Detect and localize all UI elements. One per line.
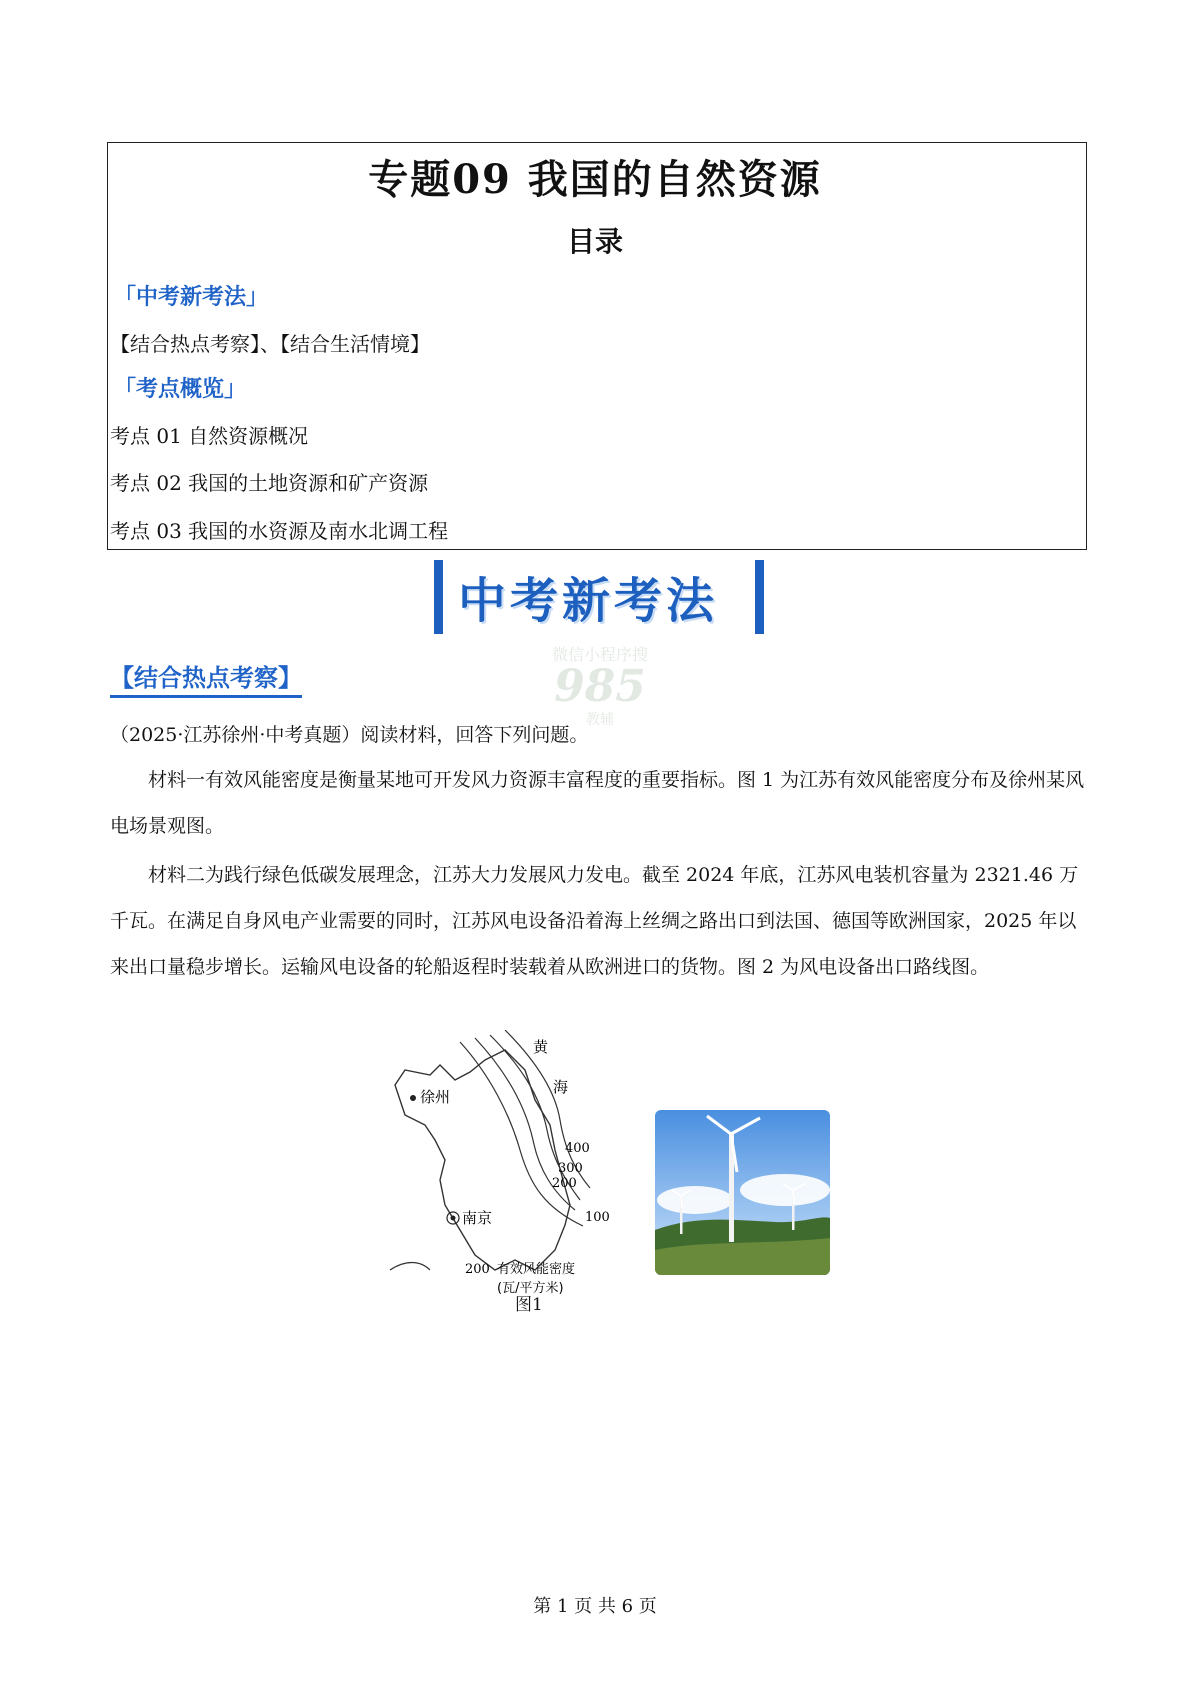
page-title: 专题09 我国的自然资源 — [368, 156, 822, 203]
xuzhou-dot — [410, 1095, 416, 1101]
banner-text: 中考新考法 — [458, 573, 719, 629]
nanjing-symbol-inner — [451, 1216, 456, 1221]
section-head-overview: 「考点概览」 — [114, 376, 247, 402]
iso-label-300: 300 — [558, 1161, 583, 1176]
page-footer: 第 1 页 共 6 页 — [533, 1596, 657, 1617]
hot-topic-heading[interactable]: 【结合热点考察】 — [110, 658, 302, 698]
iso-label-400: 400 — [565, 1141, 590, 1156]
iso-label-100: 100 — [585, 1210, 610, 1225]
city-label-nanjing: 南京 — [462, 1209, 493, 1227]
cloud — [657, 1186, 733, 1214]
jiangsu-outline — [395, 1050, 570, 1270]
iso-label-200: 200 — [552, 1176, 577, 1191]
question-source: （2025·江苏徐州·中考真题）阅读材料，回答下列问题。 — [110, 724, 589, 746]
material-one: 材料一有效风能密度是衡量某地可开发风力资源丰富程度的重要指标。图 1 为江苏有效风能密度分布及徐州某风电场景观图。 — [110, 769, 1085, 837]
toc-heading: 目录 — [566, 225, 623, 258]
wind-farm-photo — [655, 1110, 830, 1275]
watermark-line3: 教辅 — [586, 712, 614, 728]
isoline-100 — [460, 1042, 583, 1226]
watermark-line2: 985 — [554, 661, 646, 712]
section-body-new-method: 【结合热点考察】、【结合生活情境】 — [110, 332, 430, 356]
toc-item[interactable]: 考点 02 我国的土地资源和矿产资源 — [110, 471, 429, 495]
sea-label-1: 黄 — [533, 1038, 549, 1056]
figure-caption: 图1 — [515, 1295, 543, 1315]
toc-item[interactable]: 考点 01 自然资源概况 — [110, 424, 309, 448]
toc-item[interactable]: 考点 03 我国的水资源及南水北调工程 — [110, 519, 449, 543]
banner-new-method — [434, 556, 764, 636]
city-label-xuzhou: 徐州 — [420, 1088, 451, 1106]
cloud — [740, 1174, 830, 1206]
section-head-new-method: 「中考新考法」 — [114, 284, 269, 310]
watermark-line1: 微信小程序搜 — [551, 645, 648, 664]
legend-value: 200 — [465, 1262, 490, 1277]
banner-right-bar — [755, 560, 764, 634]
sea-label-2: 海 — [553, 1078, 569, 1096]
legend-label: 有效风能密度 — [497, 1262, 576, 1277]
legend-unit: (瓦/平方米) — [497, 1281, 564, 1296]
material-two: 材料二为践行绿色低碳发展理念，江苏大力发展风力发电。截至 2024 年底，江苏风电装机容量为 2321.46 万千瓦。在满足自身风电产业需要的同时，江苏风电设备沿着海上丝绸之路出口到法国、德国等欧洲国家，2025 年以来出口量稳步增长。运输风电设备的轮船返程时装载着从欧洲进口的货物。图 2 为风电设备出口路线图。 — [110, 864, 1079, 978]
legend-line — [390, 1263, 430, 1271]
banner-left-bar — [434, 560, 443, 634]
